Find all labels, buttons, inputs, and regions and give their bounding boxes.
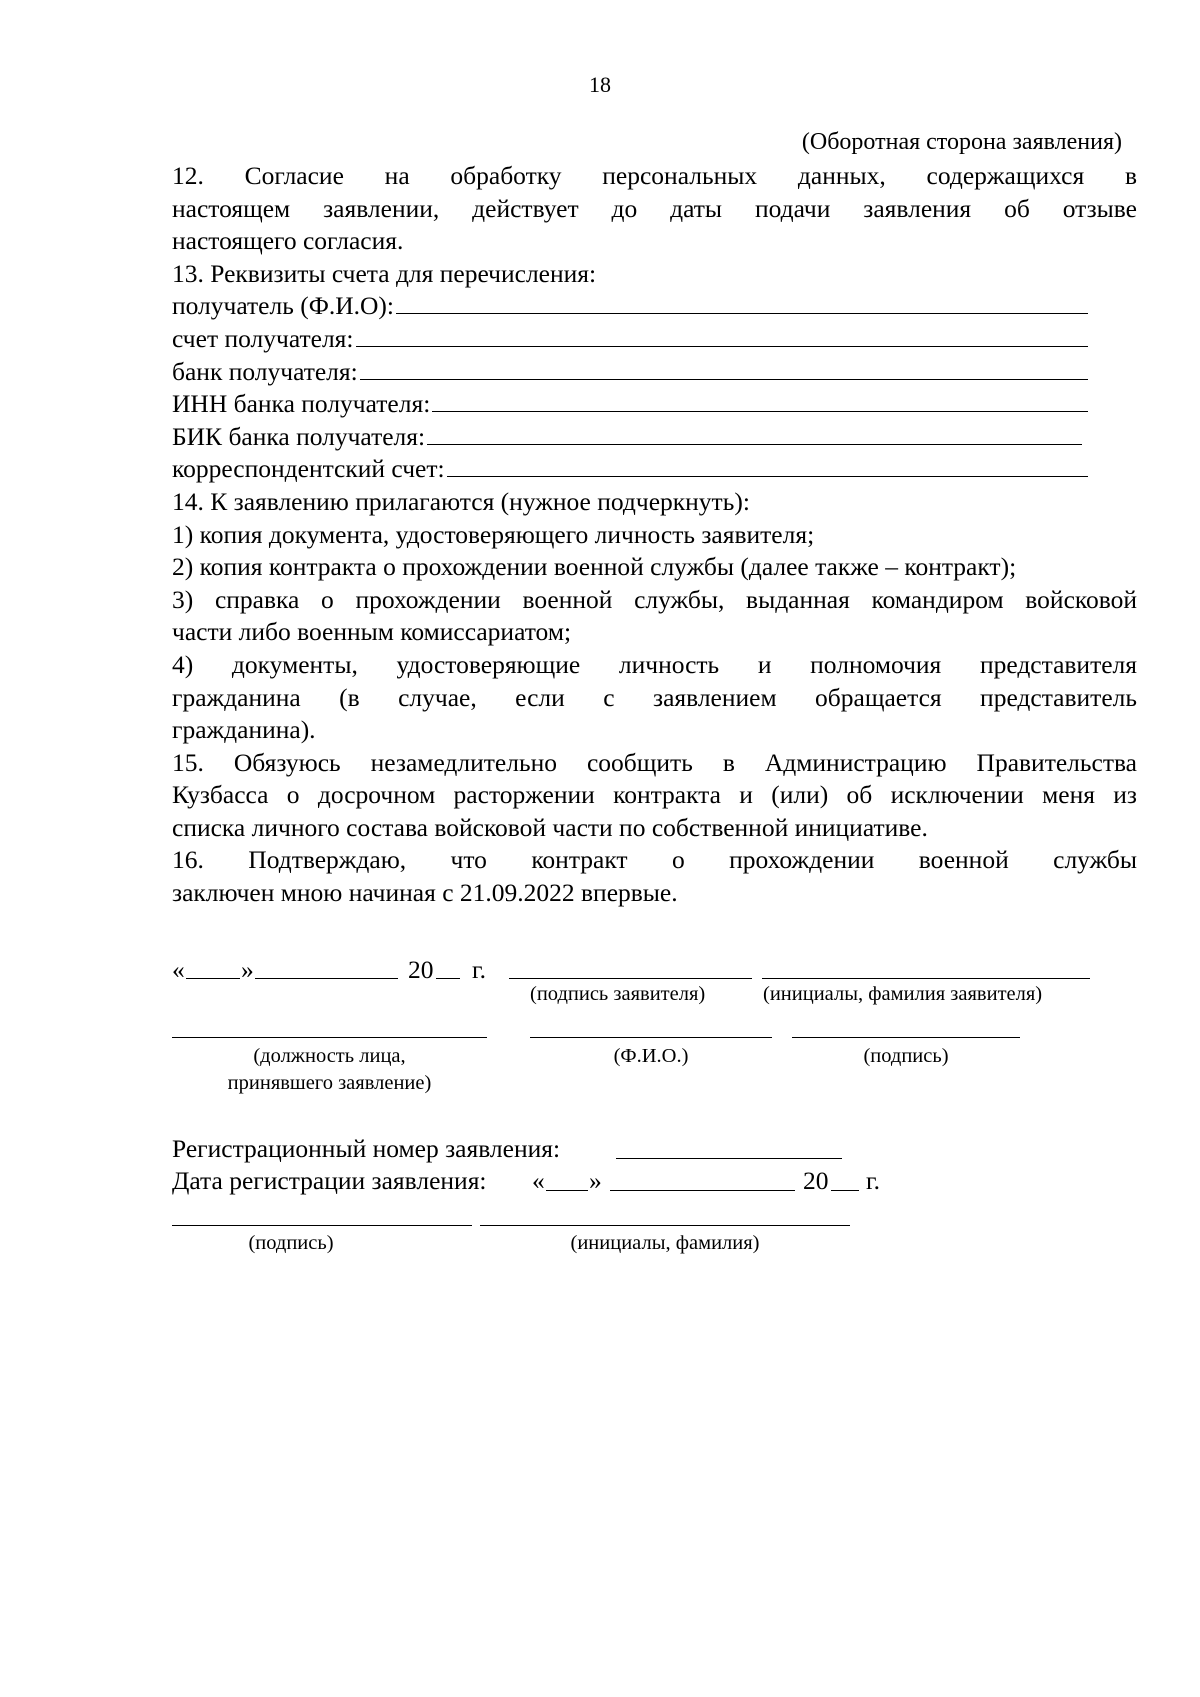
bank-inn-field[interactable] bbox=[172, 388, 1088, 421]
attachment-item[interactable]: гражданина). bbox=[172, 715, 316, 745]
item15-line: Кузбасса о досрочном расторжении контракта и (или) об исключении меня из bbox=[172, 780, 1137, 810]
bank-bik-field[interactable] bbox=[172, 421, 1082, 454]
caption-official-position-line1: (должность лица, bbox=[253, 1045, 406, 1067]
registrar-signature-line[interactable] bbox=[172, 1225, 472, 1226]
date-year-prefix: 20 bbox=[408, 955, 434, 984]
caption-registrar-initials: (инициалы, фамилия) bbox=[570, 1232, 760, 1254]
caption-official-fio: (Ф.И.О.) bbox=[613, 1045, 689, 1067]
item13-heading: 13. Реквизиты счета для перечисления: bbox=[172, 258, 597, 288]
registration-year-prefix: 20 bbox=[803, 1166, 829, 1195]
caption-applicant-signature: (подпись заявителя) bbox=[530, 983, 706, 1005]
recipient-name-line[interactable] bbox=[396, 293, 1088, 314]
page-subtitle: (Оборотная сторона заявления) bbox=[801, 129, 1122, 155]
registration-month-line[interactable] bbox=[610, 1190, 795, 1191]
date-year-line[interactable] bbox=[436, 978, 460, 979]
item15-line: 15. Обязуюсь незамедлительно сообщить в Администрацию Правительства bbox=[172, 747, 1137, 777]
attachment-item[interactable]: 1) копия документа, удостоверяющего личность заявителя; bbox=[172, 519, 815, 549]
caption-official-signature: (подпись) bbox=[863, 1045, 949, 1067]
bank-bik-line[interactable] bbox=[427, 424, 1082, 445]
registration-number-label: Регистрационный номер заявления: bbox=[172, 1134, 561, 1163]
attachment-item[interactable]: 4) документы, удостоверяющие личность и полномочия представителя bbox=[172, 649, 1137, 679]
attachment-item[interactable]: 2) копия контракта о прохождении военной службы (далее также – контракт); bbox=[172, 552, 1017, 582]
registration-year-line[interactable] bbox=[831, 1190, 859, 1191]
caption-applicant-initials: (инициалы, фамилия заявителя) bbox=[763, 983, 1043, 1005]
caption-official-position bbox=[172, 1043, 487, 1097]
registration-year-suffix: г. bbox=[866, 1166, 880, 1195]
date-month-line[interactable] bbox=[255, 978, 398, 979]
item15-line: списка личного состава войсковой части по собственной инициативе. bbox=[172, 812, 928, 842]
date-close-quote: » bbox=[241, 955, 254, 984]
recipient-account-line[interactable] bbox=[356, 326, 1089, 347]
applicant-initials-line[interactable] bbox=[762, 978, 1090, 979]
caption-registrar-signature: (подпись) bbox=[248, 1232, 334, 1254]
registration-date-open-quote: « bbox=[532, 1166, 545, 1195]
item12-line: 12. Согласие на обработку персональных данных, содержащихся в bbox=[172, 161, 1137, 190]
item14-heading: 14. К заявлению прилагаются (нужное подчеркнуть): bbox=[172, 486, 750, 516]
correspondent-account-line[interactable] bbox=[447, 456, 1088, 477]
official-fio-line[interactable] bbox=[530, 1037, 772, 1038]
recipient-bank-field[interactable] bbox=[172, 356, 1088, 389]
date-open-quote: « bbox=[172, 955, 185, 984]
registration-date-close-quote: » bbox=[589, 1166, 602, 1195]
recipient-account-label: счет получателя: bbox=[172, 323, 354, 353]
form-body bbox=[172, 160, 1137, 910]
applicant-signature-line[interactable] bbox=[509, 978, 752, 979]
item12-line: настоящем заявлении, действует до даты подачи заявления об отзыве bbox=[172, 193, 1137, 223]
date-year-suffix: г. bbox=[472, 955, 486, 984]
recipient-bank-label: банк получателя: bbox=[172, 356, 358, 386]
bank-bik-label: БИК банка получателя: bbox=[172, 421, 426, 451]
registrar-initials-line[interactable] bbox=[480, 1225, 850, 1226]
correspondent-account-label: корреспондентский счет: bbox=[172, 454, 445, 484]
correspondent-account-field[interactable] bbox=[172, 453, 1088, 486]
bank-inn-line[interactable] bbox=[432, 391, 1088, 412]
attachment-item[interactable]: 3) справка о прохождении военной службы, выданная командиром войсковой bbox=[172, 584, 1137, 614]
item12-line: настоящего согласия. bbox=[172, 226, 404, 256]
recipient-name-label: получатель (Ф.И.О): bbox=[172, 291, 395, 321]
item16-line: заключен мною начиная с 21.09.2022 впервые. bbox=[172, 878, 678, 908]
recipient-account-field[interactable] bbox=[172, 323, 1088, 356]
registration-date-label: Дата регистрации заявления: bbox=[172, 1166, 487, 1195]
bank-inn-label: ИНН банка получателя: bbox=[172, 389, 431, 419]
registration-number-line[interactable] bbox=[616, 1158, 842, 1159]
registration-day-line[interactable] bbox=[546, 1190, 588, 1191]
recipient-bank-line[interactable] bbox=[360, 359, 1088, 380]
item16-line: 16. Подтверждаю, что контракт о прохождении военной службы bbox=[172, 845, 1137, 875]
official-signature-line[interactable] bbox=[792, 1037, 1020, 1038]
page-number: 18 bbox=[589, 72, 611, 97]
caption-official-position-line2: принявшего заявление) bbox=[227, 1072, 432, 1094]
attachment-item[interactable]: гражданина (в случае, если с заявлением обращается представитель bbox=[172, 682, 1137, 712]
official-position-line[interactable] bbox=[172, 1037, 487, 1038]
date-day-line[interactable] bbox=[186, 978, 240, 979]
recipient-name-field[interactable] bbox=[172, 290, 1088, 323]
attachment-item[interactable]: части либо военным комиссариатом; bbox=[172, 617, 572, 647]
